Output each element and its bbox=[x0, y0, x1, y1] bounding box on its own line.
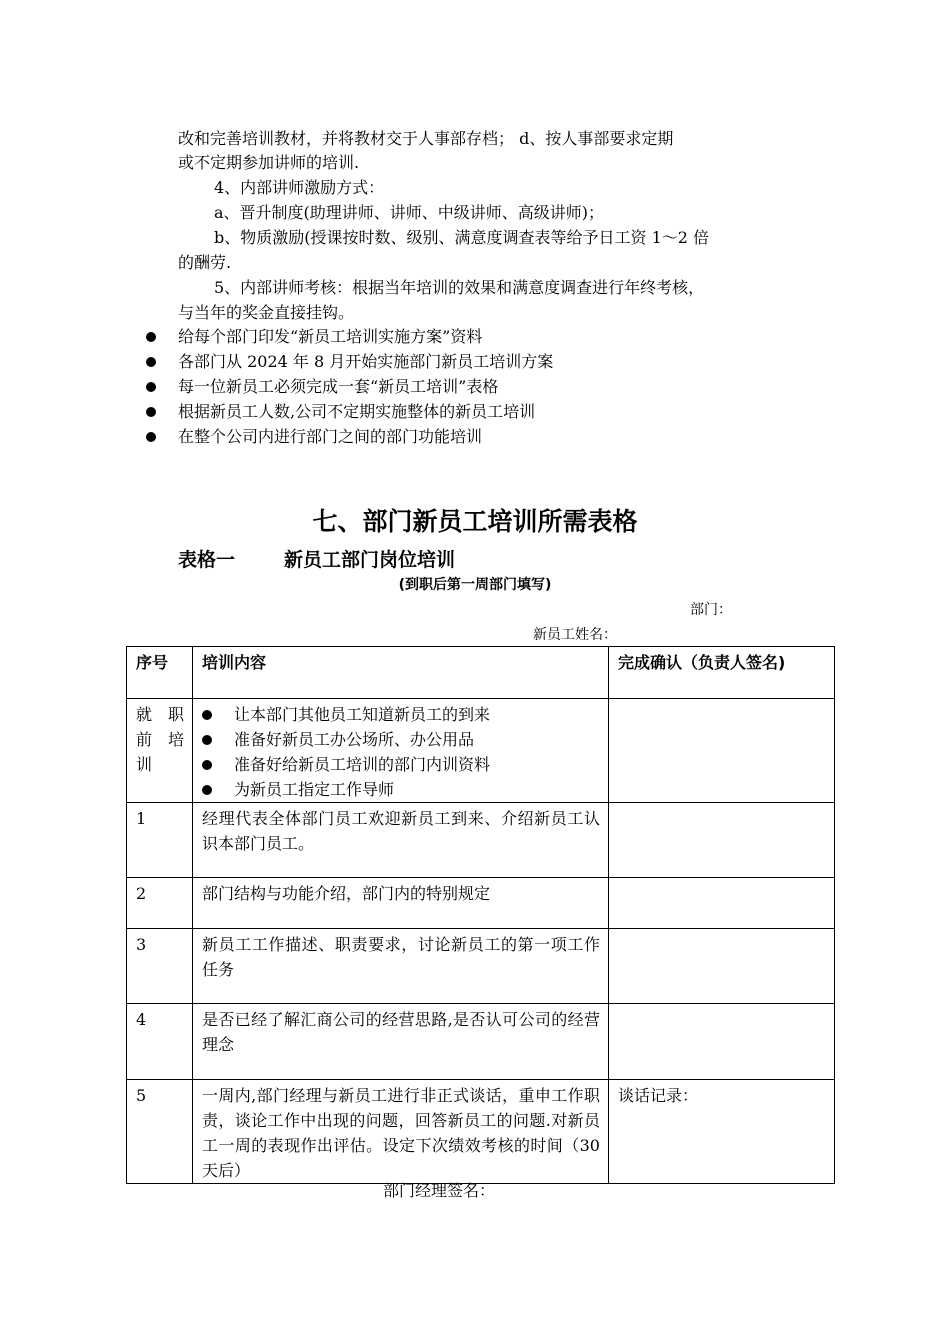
row-no: 3 bbox=[127, 929, 193, 1004]
bullet-icon bbox=[146, 357, 156, 367]
intro-line-4: a、晋升制度(助理讲师、讲师、中级讲师、高级讲师)； bbox=[214, 203, 605, 222]
intro-line-7: 5、内部讲师考核：根据当年培训的效果和满意度调查进行年终考核， bbox=[214, 278, 705, 297]
intro-line-6: 的酬劳. bbox=[178, 253, 232, 272]
confirm-cell[interactable] bbox=[609, 878, 835, 929]
intro-line-3: 4、内部讲师激励方式： bbox=[214, 178, 385, 197]
bullet-icon bbox=[146, 382, 156, 392]
row-content: 是否已经了解汇商公司的经营思路,是否认可公司的经营理念 bbox=[193, 1004, 609, 1080]
bullet-icon bbox=[146, 432, 156, 442]
pre-training-items bbox=[193, 699, 609, 803]
training-table bbox=[126, 646, 835, 1184]
table-row bbox=[127, 699, 835, 803]
table-row bbox=[127, 803, 835, 878]
header-no: 序号 bbox=[127, 647, 193, 699]
row-content: 经理代表全体部门员工欢迎新员工到来、介绍新员工认识本部门员工。 bbox=[193, 803, 609, 878]
header-confirm: 完成确认（负责人签名) bbox=[609, 647, 835, 699]
bullet-icon bbox=[202, 760, 212, 770]
department-label: 部门： bbox=[690, 602, 732, 618]
table-row bbox=[127, 929, 835, 1004]
manager-signature-label: 部门经理签名： bbox=[383, 1181, 496, 1200]
list-item: 让本部门其他员工知道新员工的到来 bbox=[202, 702, 600, 727]
table-label: 表格一 bbox=[178, 549, 236, 571]
confirm-cell[interactable]: 谈话记录： bbox=[609, 1080, 835, 1184]
document-page: 改和完善培训教材，并将教材交于人事部存档； d、按人事部要求定期 或不定期参加讲师的培训. 4、内部讲师激励方式： a、晋升制度(助理讲师、讲师、中级讲师、高级讲师)； b、物质激励(授课按时数、级别、满意度调查表等给予日工资 1～2 倍 的酬劳. 5、内部讲师考核：根据当年培训的效果和满意度调查进行年终考核， 与当年的奖金直接挂钩。 给每个部门印发“新员工培训实施方案”资料 各部门从 2024 年 8 月开始实施部门新员工培训方案 每一位新员工必须完成一套“新员工培训”表格 根据新员工人数,公司不定期实施整体的新员工培训 在整个公司内进行部门之间的部门功能培训 七、部门新员工培训所需表格 表格一 新员工部门岗位培训 (到职后第一周部门填写) 部门： 新员工姓名： 序号 培训内容 完成确认（负责人签名) 就 职 前 培 训 让本部门其他员工知道新员工的到来 准备好新员工办公场所、办公用品 准备好给新员工培训的部门内训资料 为新员工指定工作导师 1 经理代表全体部门员工欢迎新员工到来、介绍新员工认识本部门员工。 2 部门结构与功能介绍，部门内的特别规定 3 新员工工作描述、职责要求，讨论新员工的第一项工作任务 4 是否已经了解汇商公司的经营思路,是否认可公司的经营理念 5 一周内,部门经理与新员工进行非正式谈话，重申工作职责，谈论工作中出现的问题，回答新员工的问题.对新员工一周的表现作出评估。设定下次绩效考核的时间（30 天后） 谈话记录： 部门经理签名： bbox=[0, 0, 950, 1344]
table-title: 新员工部门岗位培训 bbox=[284, 549, 456, 571]
row-no: 2 bbox=[127, 878, 193, 929]
header-content: 培训内容 bbox=[193, 647, 609, 699]
pre-training-label: 就 职 前 培 训 bbox=[127, 699, 193, 803]
list-item: 准备好新员工办公场所、办公用品 bbox=[202, 727, 600, 752]
row-content: 一周内,部门经理与新员工进行非正式谈话，重申工作职责，谈论工作中出现的问题，回答新员工的问题.对新员工一周的表现作出评估。设定下次绩效考核的时间（30 天后） bbox=[193, 1080, 609, 1184]
employee-name-label: 新员工姓名： bbox=[533, 627, 617, 643]
bullet-icon bbox=[146, 407, 156, 417]
confirm-cell[interactable] bbox=[609, 929, 835, 1004]
bullet-icon bbox=[146, 332, 156, 342]
list-item: 准备好给新员工培训的部门内训资料 bbox=[202, 752, 600, 777]
table-row bbox=[127, 1080, 835, 1184]
confirm-cell[interactable] bbox=[609, 1004, 835, 1080]
row-no: 1 bbox=[127, 803, 193, 878]
intro-line-8: 与当年的奖金直接挂钩。 bbox=[178, 303, 355, 322]
confirm-cell[interactable] bbox=[609, 699, 835, 803]
row-no: 5 bbox=[127, 1080, 193, 1184]
intro-line-1: 改和完善培训教材，并将教材交于人事部存档； d、按人事部要求定期 bbox=[178, 129, 674, 148]
confirm-cell[interactable] bbox=[609, 803, 835, 878]
table-note: (到职后第一周部门填写) bbox=[398, 577, 552, 593]
table-header-row bbox=[127, 647, 835, 699]
bullet-icon bbox=[202, 735, 212, 745]
row-no: 4 bbox=[127, 1004, 193, 1080]
list-item: 为新员工指定工作导师 bbox=[202, 777, 600, 802]
row-content: 部门结构与功能介绍，部门内的特别规定 bbox=[193, 878, 609, 929]
bullet-icon bbox=[202, 785, 212, 795]
intro-line-2: 或不定期参加讲师的培训. bbox=[178, 153, 360, 172]
intro-line-5: b、物质激励(授课按时数、级别、满意度调查表等给予日工资 1～2 倍 bbox=[214, 228, 710, 247]
table-row bbox=[127, 1004, 835, 1080]
table-row bbox=[127, 878, 835, 929]
bullet-icon bbox=[202, 710, 212, 720]
section-title: 七、部门新员工培训所需表格 bbox=[312, 507, 638, 536]
row-content: 新员工工作描述、职责要求，讨论新员工的第一项工作任务 bbox=[193, 929, 609, 1004]
